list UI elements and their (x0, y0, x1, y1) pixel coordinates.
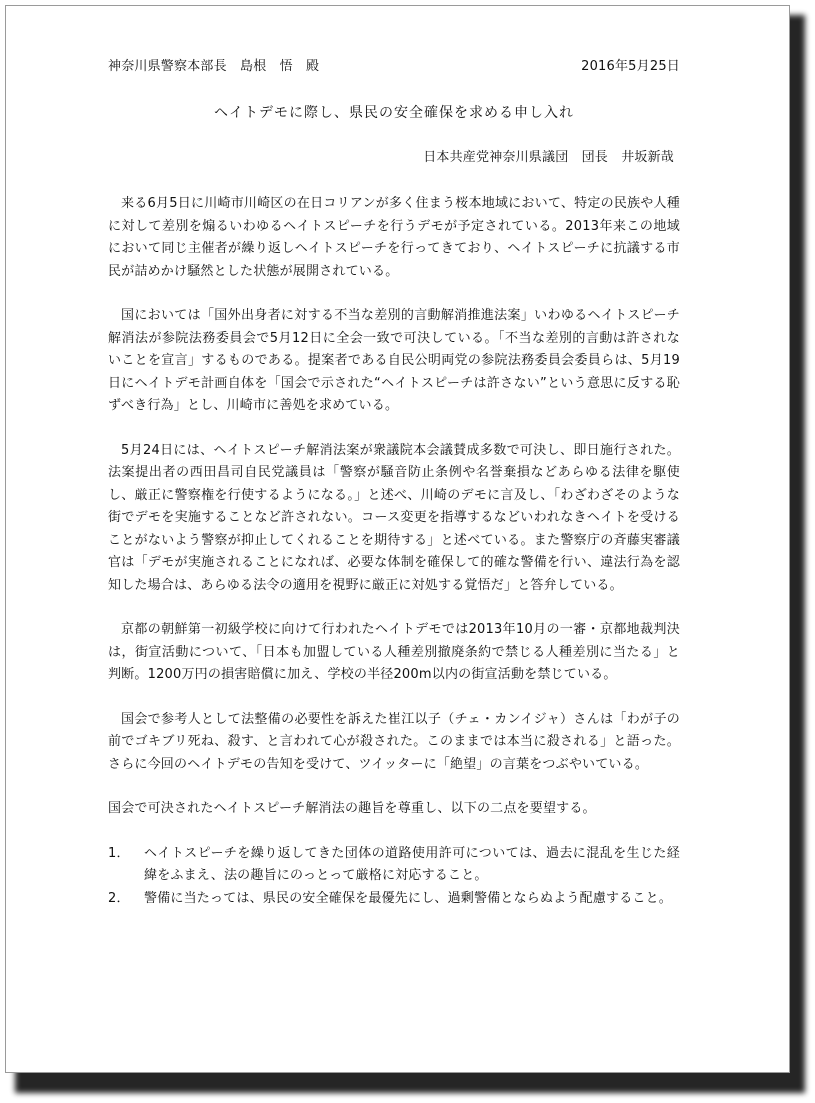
author-line: 日本共産党神奈川県議団 団長 井坂新哉 (423, 149, 674, 165)
document-content (108, 56, 680, 910)
document-page (5, 5, 790, 1073)
request-intro: 国会で可決されたヘイトスピーチ解消法の趣旨を尊重し、以下の二点を要望する。 (108, 801, 596, 816)
recipient: 神奈川県警察本部長 島根 悟 殿 (108, 59, 320, 74)
letter-header (108, 56, 680, 78)
request-text: ヘイトスピーチを繰り返してきた団体の道路使用許可については、過去に混乱を生じた経緯をふまえ、法の趣旨にのっとって厳格に対応すること。 (144, 845, 680, 883)
document-title: ヘイトデモに際し、県民の安全確保を求める申し入れ (214, 105, 574, 121)
paragraph: 5月24日には、ヘイトスピーチ解消法案が衆議院本会議賛成多数で可決し、即日施行された。法案提出者の西田昌司自民党議員は「警察が騒音防止条例や名誉棄損などあらゆる法律を駆使し、厳正に警察権を行使するようになる。」と述べ、川崎のデモに言及し、「わざわざそのような街でデモを実施することなど許されない。コース変更を指導するなどいわれなきヘイトを受けることがないよう警察が抑止してくれることを期待する」と述べている。また警察庁の斉藤実審議官は「デモが実施されることになれば、必要な体制を確保して的確な警備を行い、違法行為を認知した場合は、あらゆる法令の適用を視野に厳正に対処する覚悟だ」と答弁している。 (108, 442, 680, 593)
request-number: 1． (108, 845, 130, 861)
request-list (108, 843, 680, 911)
paragraph: 国会で参考人として法整備の必要性を訴えた崔江以子（チェ・カンイジャ）さんは「わが子の前でゴキブリ死ね、殺す、と言われて心が殺された。このままでは本当に殺される」と語った。さらに今回のヘイトデモの告知を受けて、ツイッターに「絶望」の言葉をつぶやいている。 (108, 711, 680, 772)
request-item (108, 843, 680, 888)
paragraph: 国においては「国外出身者に対する不当な差別的言動解消推進法案」いわゆるヘイトスピーチ解消法が参院法務委員会で5月12日に全会一致で可決している。「不当な差別的言動は許されないことを宣言」するものである。提案者である自民公明両党の参院法務委員会委員らは、5月19日にヘイトデモ計画自体を「国会で示された“ヘイトスピーチは許さない”という意思に反する恥ずべき行為」とし、川崎市に善処を求めている。 (108, 308, 680, 413)
request-number: 2． (108, 890, 130, 906)
request-item (108, 888, 680, 911)
letter-date: 2016年5月25日 (581, 59, 680, 74)
paragraph: 来る6月5日に川崎市川崎区の在日コリアンが多く住まう桜本地域において、特定の民族や人種に対して差別を煽るいわゆるヘイトスピーチを行うデモが予定されている。2013年来この地域において同じ主催者が繰り返しヘイトスピーチを行ってきており、ヘイトスピーチに抗議する市民が詰めかけ騒然とした状態が展開されている。 (108, 196, 680, 279)
paragraph: 京都の朝鮮第一初級学校に向けて行われたヘイトデモでは2013年10月の一審・京都地裁判決は，街宣活動について、「日本も加盟している人種差別撤廃条約で禁じる人種差別に当たる」と判断。1200万円の損害賠償に加え、学校の半径200m以内の街宣活動を禁じている。 (108, 622, 680, 682)
request-text: 警備に当たっては、県民の安全確保を最優先にし、過剰警備とならぬよう配慮すること。 (144, 890, 673, 906)
